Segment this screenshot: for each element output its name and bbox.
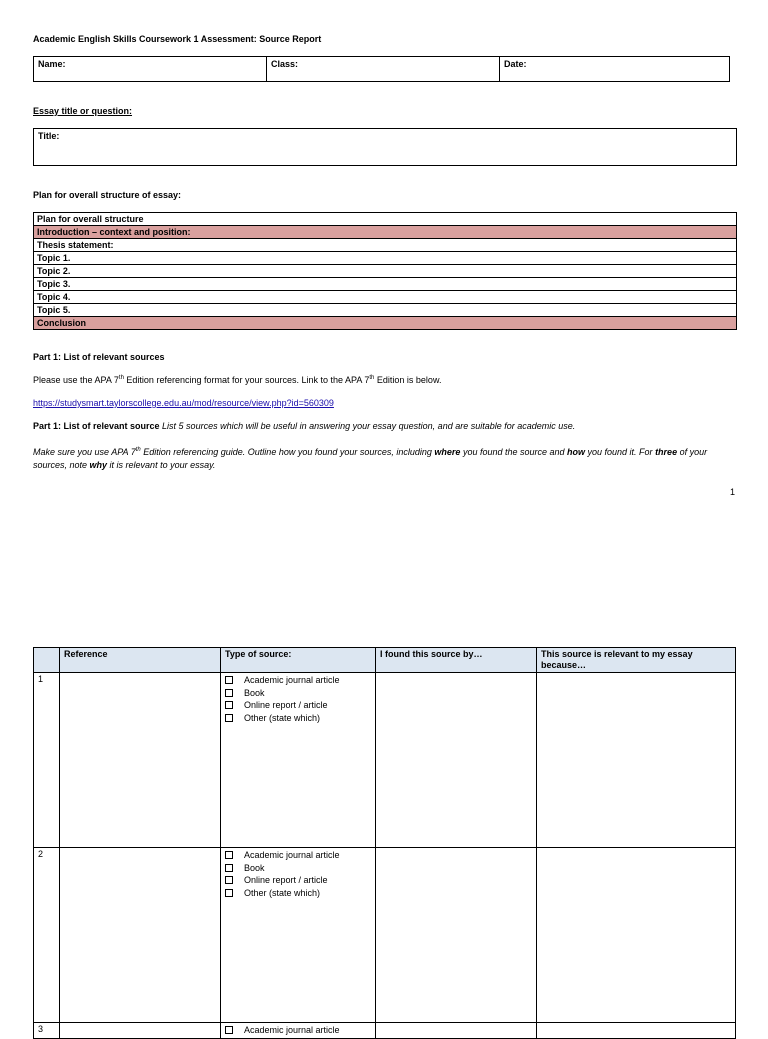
source-number: 2 [34, 848, 60, 1023]
name-field[interactable]: Name: [34, 57, 267, 82]
source-type-label: Academic journal article [244, 675, 340, 686]
checkbox-icon[interactable] [225, 889, 233, 897]
source-type-option[interactable] [225, 712, 371, 725]
source-type-label: Academic journal article [244, 850, 340, 861]
plan-row-label[interactable]: Conclusion [34, 317, 737, 330]
source-type-label: Academic journal article [244, 1025, 340, 1036]
source-type-option[interactable] [225, 862, 371, 875]
reference-cell[interactable] [60, 1023, 221, 1039]
type-cell [221, 1023, 376, 1039]
plan-row [34, 304, 737, 317]
checkbox-icon[interactable] [225, 1026, 233, 1034]
col-number [34, 648, 60, 673]
plan-row-label[interactable]: Plan for overall structure [34, 213, 737, 226]
checkbox-icon[interactable] [225, 876, 233, 884]
plan-row-label[interactable]: Topic 3. [34, 278, 737, 291]
relevance-cell[interactable] [537, 848, 736, 1023]
plan-table [33, 212, 737, 330]
plan-row [34, 226, 737, 239]
source-instructions: Make sure you use APA 7th Edition referencing guide. Outline how you found your sources, including where you found the source and how you found it. For three of your sources, note why it is relevant to your essay. [33, 447, 708, 470]
col-type: Type of source: [221, 648, 376, 673]
source-type-option[interactable] [225, 674, 371, 687]
student-info-table [33, 56, 730, 82]
apa-instruction: Please use the APA 7th Edition referencing format for your sources. Link to the APA 7th Edition is below. [33, 375, 442, 385]
plan-row-label[interactable]: Introduction – context and position: [34, 226, 737, 239]
title-label: Title: [38, 131, 60, 141]
part1-heading: Part 1: List of relevant sources [33, 352, 165, 362]
class-field[interactable]: Class: [267, 57, 500, 82]
checkbox-icon[interactable] [225, 689, 233, 697]
plan-row-label[interactable]: Topic 2. [34, 265, 737, 278]
checkbox-icon[interactable] [225, 676, 233, 684]
plan-row [34, 265, 737, 278]
plan-row [34, 291, 737, 304]
source-number: 1 [34, 673, 60, 848]
source-type-option[interactable] [225, 887, 371, 900]
found-by-cell[interactable] [376, 673, 537, 848]
plan-heading: Plan for overall structure of essay: [33, 190, 182, 200]
source-type-option[interactable] [225, 874, 371, 887]
checkbox-icon[interactable] [225, 701, 233, 709]
source-type-label: Other (state which) [244, 712, 321, 723]
reference-cell[interactable] [60, 848, 221, 1023]
checkbox-icon[interactable] [225, 851, 233, 859]
relevance-cell[interactable] [537, 673, 736, 848]
col-found-by: I found this source by… [376, 648, 537, 673]
essay-heading: Essay title or question: [33, 106, 133, 116]
plan-row [34, 317, 737, 330]
date-field[interactable]: Date: [500, 57, 730, 82]
plan-row [34, 239, 737, 252]
plan-row [34, 278, 737, 291]
source-type-label: Online report / article [244, 875, 328, 886]
plan-row-label[interactable]: Topic 5. [34, 304, 737, 317]
plan-row-label[interactable]: Topic 4. [34, 291, 737, 304]
source-number: 3 [34, 1023, 60, 1039]
reference-cell[interactable] [60, 673, 221, 848]
essay-title-box[interactable] [33, 128, 737, 166]
found-by-cell[interactable] [376, 1023, 537, 1039]
found-by-cell[interactable] [376, 848, 537, 1023]
source-type-label: Book [244, 687, 265, 698]
plan-row-label[interactable]: Thesis statement: [34, 239, 737, 252]
source-row [34, 673, 736, 848]
sources-table [33, 647, 736, 1039]
col-reference: Reference [60, 648, 221, 673]
source-type-option[interactable] [225, 1024, 371, 1037]
plan-row [34, 252, 737, 265]
plan-row-label[interactable]: Topic 1. [34, 252, 737, 265]
checkbox-icon[interactable] [225, 714, 233, 722]
apa-link[interactable]: https://studysmart.taylorscollege.edu.au/mod/resource/view.php?id=560309 [33, 398, 334, 408]
source-type-option[interactable] [225, 687, 371, 700]
source-type-label: Book [244, 862, 265, 873]
col-relevance: This source is relevant to my essay because… [537, 648, 736, 673]
page-number: 1 [730, 487, 736, 497]
plan-row [34, 213, 737, 226]
source-type-label: Other (state which) [244, 887, 321, 898]
document-title: Academic English Skills Coursework 1 Assessment: Source Report [33, 34, 322, 44]
type-cell [221, 848, 376, 1023]
checkbox-icon[interactable] [225, 864, 233, 872]
part1-instruction: Part 1: List of relevant source List 5 sources which will be useful in answering your essay question, and are suitable for academic use. [33, 421, 576, 431]
source-row [34, 848, 736, 1023]
source-row [34, 1023, 736, 1039]
source-type-option[interactable] [225, 699, 371, 712]
type-cell [221, 673, 376, 848]
source-type-label: Online report / article [244, 700, 328, 711]
source-type-option[interactable] [225, 849, 371, 862]
relevance-cell[interactable] [537, 1023, 736, 1039]
